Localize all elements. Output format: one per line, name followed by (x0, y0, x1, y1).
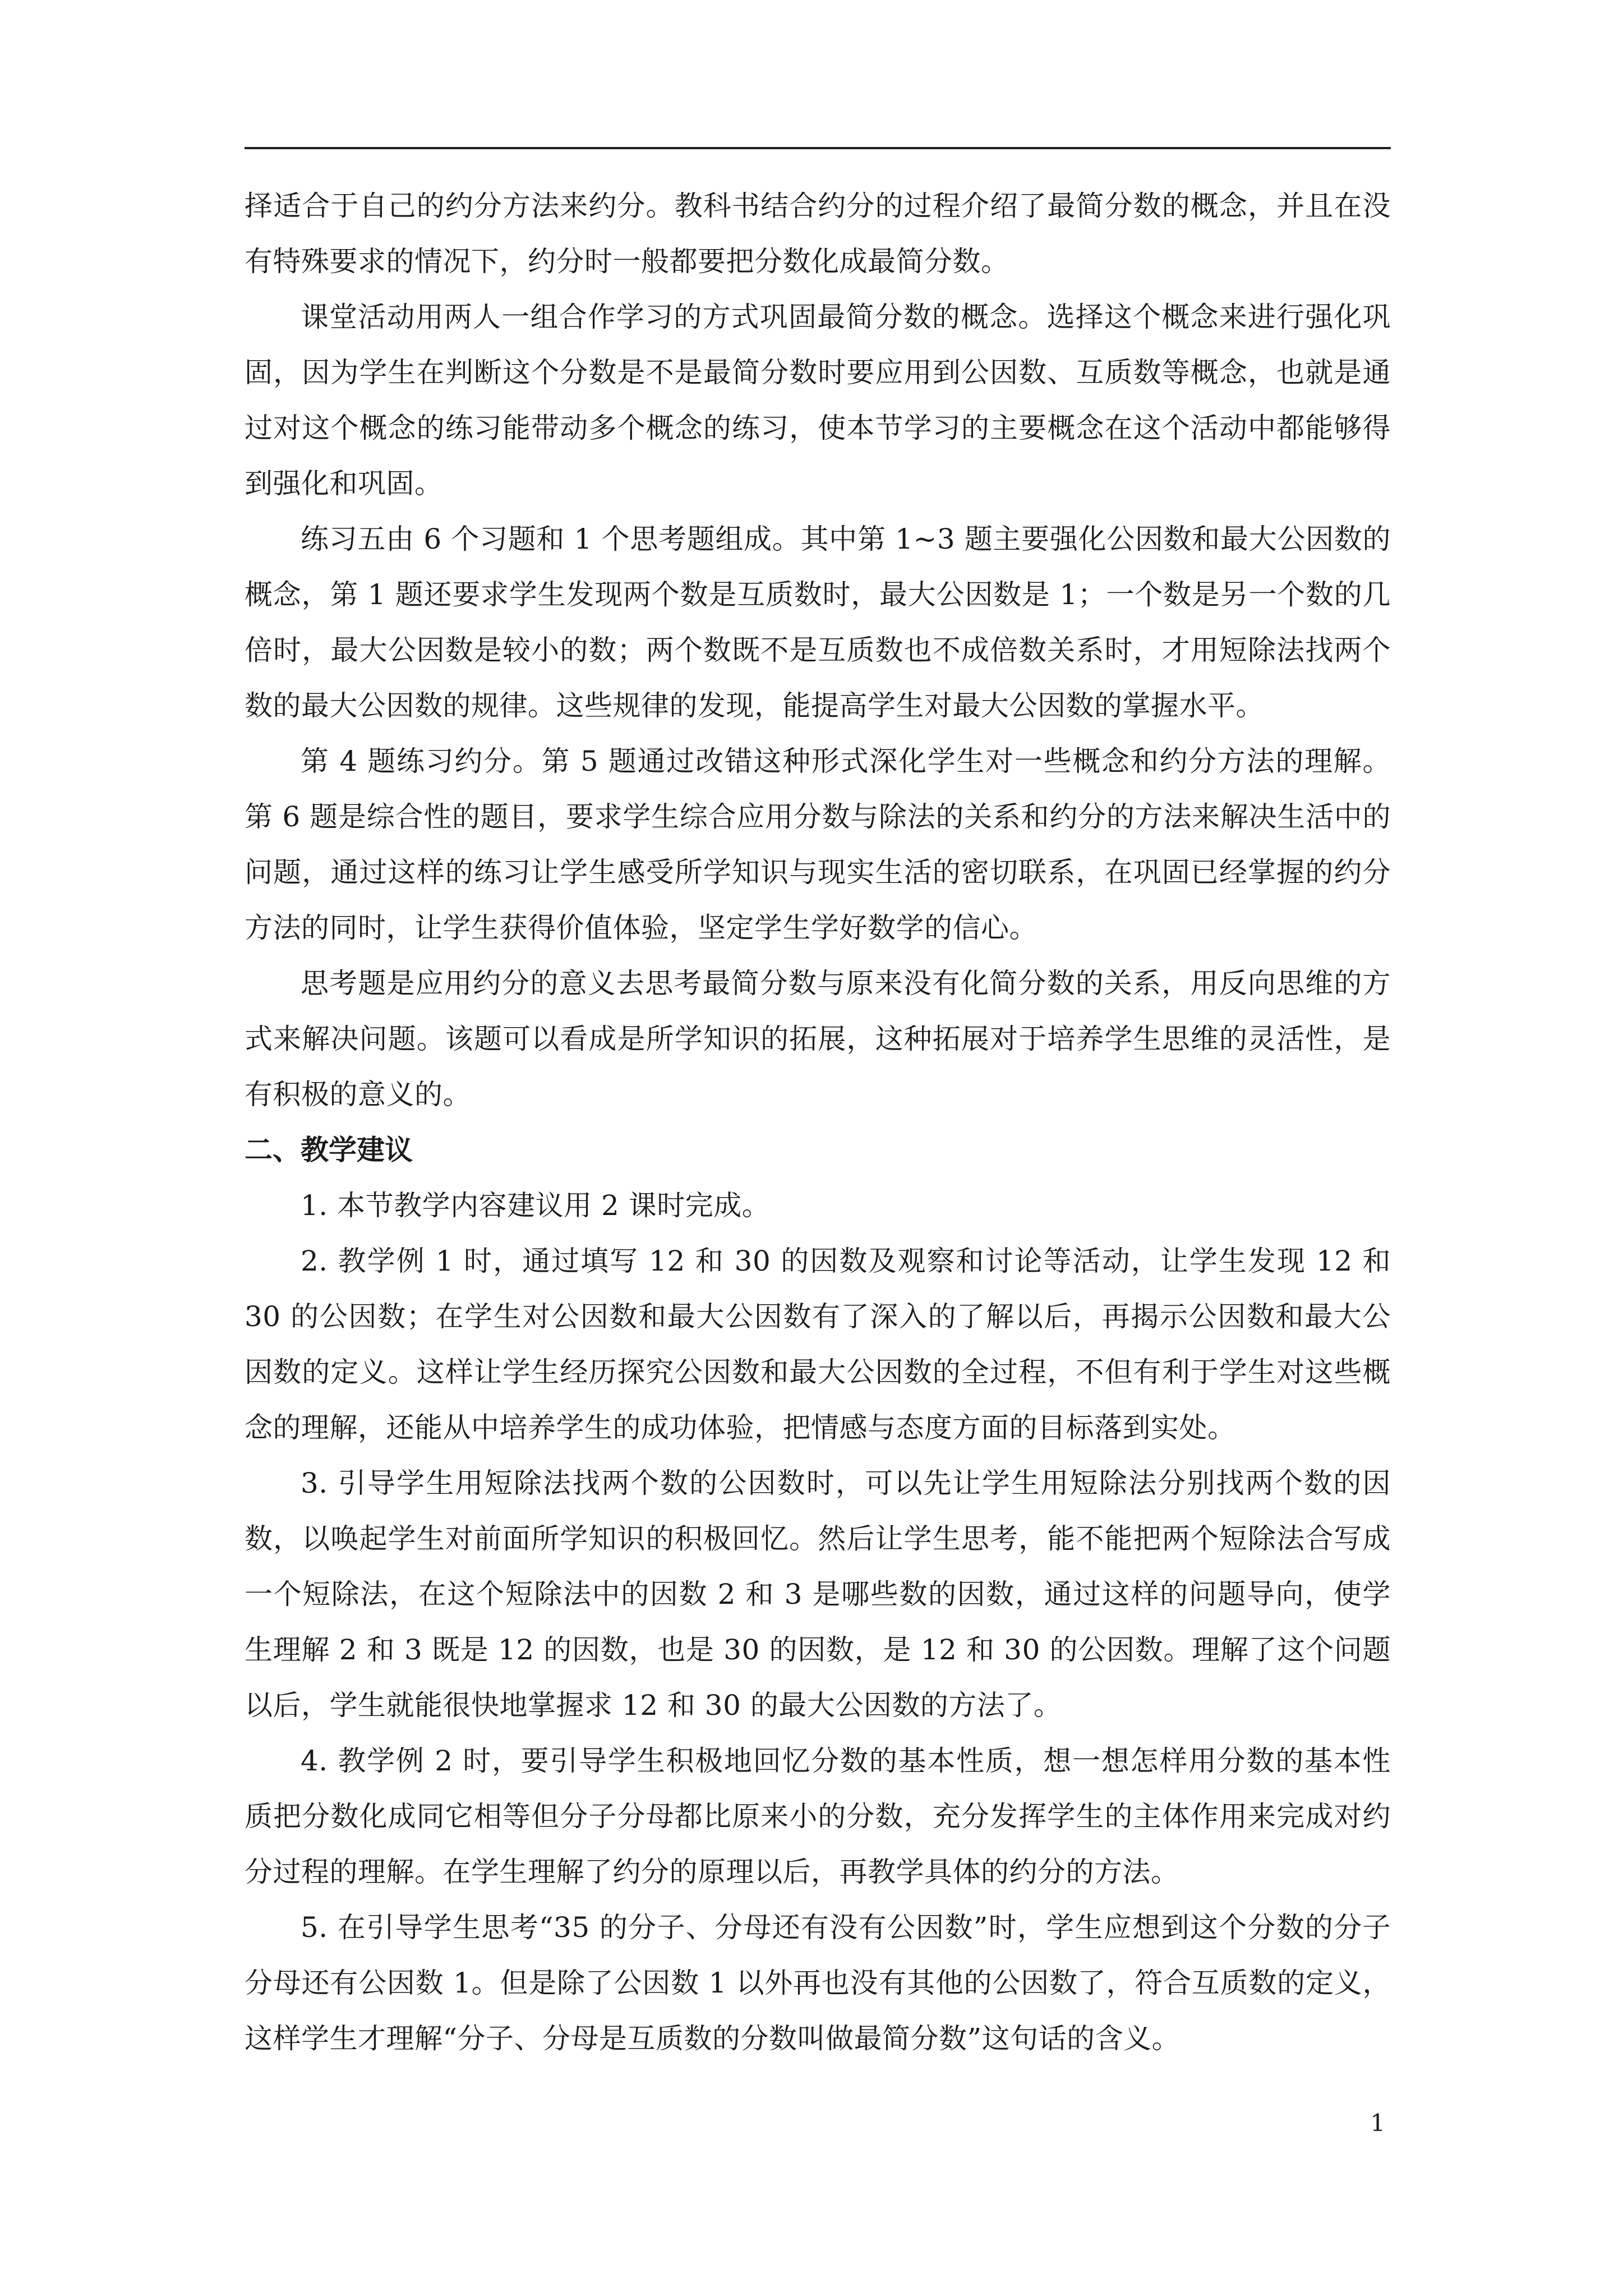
paragraph-continuation: 择适合于自己的约分方法来约分。教科书结合约分的过程介绍了最简分数的概念，并且在没有特殊要求的情况下，约分时一般都要把分数化成最简分数。 (245, 190, 1391, 278)
suggestion-item-4: 4. 教学例 2 时，要引导学生积极地回忆分数的基本性质，想一想怎样用分数的基本性质把分数化成同它相等但分子分母都比原来小的分数，充分发挥学生的主体作用来完成对约分过程的理解。在学生理解了约分的原理以后，再教学具体的约分的方法。 (245, 1745, 1391, 1888)
suggestion-item-1: 1. 本节教学内容建议用 2 课时完成。 (301, 1189, 771, 1222)
paragraph-questions-4-6: 第 4 题练习约分。第 5 题通过改错这种形式深化学生对一些概念和约分方法的理解。第 6 题是综合性的题目，要求学生综合应用分数与除法的关系和约分的方法来解决生活中的问题，通过这样的练习让学生感受所学知识与现实生活的密切联系，在巩固已经掌握的约分方法的同时，让学生获得价值体验，坚定学生学好数学的信心。 (245, 745, 1391, 944)
page-number: 1 (1370, 2109, 1385, 2137)
section-heading: 二、教学建议 (245, 1134, 413, 1166)
paragraph-thinking-question: 思考题是应用约分的意义去思考最简分数与原来没有化简分数的关系，用反向思维的方式来解决问题。该题可以看成是所学知识的拓展，这种拓展对于培养学生思维的灵活性，是有积极的意义的。 (245, 967, 1391, 1111)
suggestion-item-5: 5. 在引导学生思考“35 的分子、分母还有没有公因数”时，学生应想到这个分数的分子分母还有公因数 1。但是除了公因数 1 以外再也没有其他的公因数了，符合互质数的定义，这样学生才理解“分子、分母是互质数的分数叫做最简分数”这句话的含义。 (245, 1911, 1391, 2055)
header-rule (245, 147, 1391, 149)
suggestion-item-2: 2. 教学例 1 时，通过填写 12 和 30 的因数及观察和讨论等活动，让学生发现 12 和 30 的公因数；在学生对公因数和最大公因数有了深入的了解以后，再揭示公因数和最大公因数的定义。这样让学生经历探究公因数和最大公因数的全过程，不但有利于学生对这些概念的理解，还能从中培养学生的成功体验，把情感与态度方面的目标落到实处。 (245, 1245, 1391, 1444)
paragraph-classroom-activity: 课堂活动用两人一组合作学习的方式巩固最简分数的概念。选择这个概念来进行强化巩固，因为学生在判断这个分数是不是最简分数时要应用到公因数、互质数等概念，也就是通过对这个概念的练习能带动多个概念的练习，使本节学习的主要概念在这个活动中都能够得到强化和巩固。 (245, 301, 1391, 500)
document-body (245, 178, 1391, 2067)
paragraph-exercise-five: 练习五由 6 个习题和 1 个思考题组成。其中第 1~3 题主要强化公因数和最大公因数的概念，第 1 题还要求学生发现两个数是互质数时，最大公因数是 1；一个数是另一个数的几倍时，最大公因数是较小的数；两个数既不是互质数也不成倍数关系时，才用短除法找两个数的最大公因数的规律。这些规律的发现，能提高学生对最大公因数的掌握水平。 (245, 523, 1391, 722)
suggestion-item-3: 3. 引导学生用短除法找两个数的公因数时，可以先让学生用短除法分别找两个数的因数，以唤起学生对前面所学知识的积极回忆。然后让学生思考，能不能把两个短除法合写成一个短除法，在这个短除法中的因数 2 和 3 是哪些数的因数，通过这样的问题导向，使学生理解 2 和 3 既是 12 的因数，也是 30 的因数，是 12 和 30 的公因数。理解了这个问题以后，学生就能很快地掌握求 12 和 30 的最大公因数的方法了。 (245, 1467, 1391, 1722)
